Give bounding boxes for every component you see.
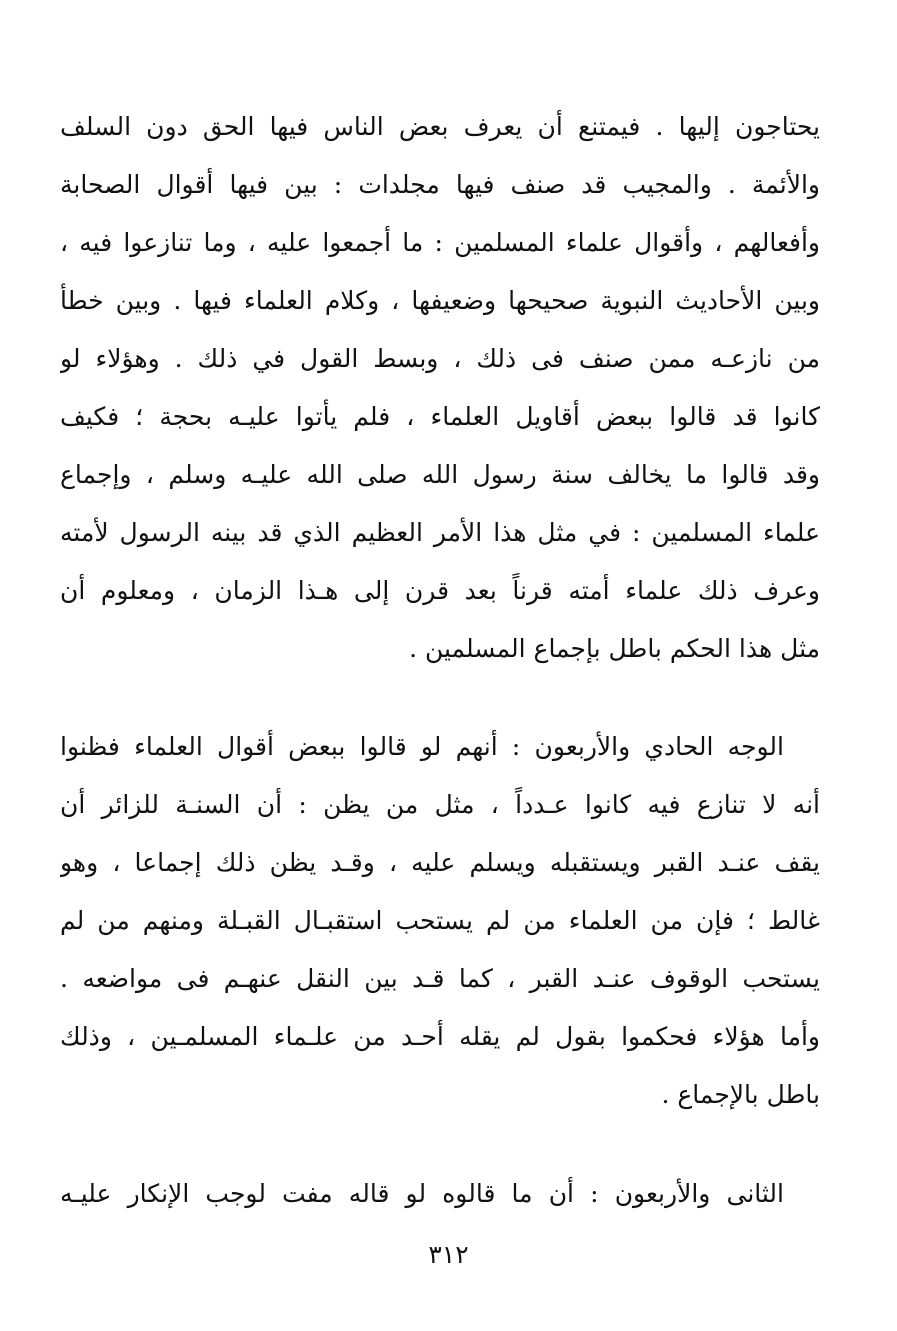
paragraph-2 (60, 718, 820, 1124)
text-line: والأئمة . والمجيب قد صنف فيها مجلدات : بين فيها أقوال الصحابة (60, 170, 820, 199)
text-line: مثل هذا الحكم باطل بإجماع المسلمين . (409, 634, 820, 663)
text-line: أنه لا تنازع فيه كانوا عـدداً ، مثل من يظن : أن السنـة للزائر أن (60, 790, 820, 819)
page-number: ٣١٢ (428, 1240, 469, 1269)
paragraph-3 (60, 1165, 820, 1223)
text-line: كانوا قد قالوا ببعض أقاويل العلماء ، فلم يأتوا عليـه بحجة ؛ فكيف (60, 402, 820, 431)
text-line: غالط ؛ فإن من العلماء من لم يستحب استقبـال القبـلة ومنهم من لم (60, 906, 820, 935)
text-line: وأفعالهم ، وأقوال علماء المسلمين : ما أجمعوا عليه ، وما تنازعوا فيه ، (60, 228, 820, 257)
text-line: يحتاجون إليها . فيمتنع أن يعرف بعض الناس فيها الحق دون السلف (60, 112, 820, 141)
text-line: وأما هؤلاء فحكموا بقول لم يقله أحـد من علـماء المسلمـين ، وذلك (60, 1022, 820, 1051)
text-line: الوجه الحادي والأربعون : أنهم لو قالوا ببعض أقوال العلماء فظنوا (60, 732, 784, 761)
text-line: من نازعـه ممن صنف فى ذلك ، وبسط القول في ذلك . وهؤلاء لو (60, 344, 820, 373)
text-line: باطل بالإجماع . (661, 1080, 820, 1109)
text-line: علماء المسلمين : في مثل هذا الأمر العظيم الذي قد بينه الرسول لأمته (60, 518, 820, 547)
text-line: وبين الأحاديث النبوية صحيحها وضعيفها ، وكلام العلماء فيها . وبين خطأ (60, 286, 820, 315)
text-line: وقد قالوا ما يخالف سنة رسول الله صلى الله عليـه وسلم ، وإجماع (60, 460, 820, 489)
text-line: يستحب الوقوف عنـد القبر ، كما قـد بين النقل عنهـم فى مواضعه . (60, 964, 820, 993)
text-line: وعرف ذلك علماء أمته قرناً بعد قرن إلى هـذا الزمان ، ومعلوم أن (60, 576, 820, 605)
paragraph-1 (60, 98, 820, 678)
text-line: يقف عنـد القبر ويستقبله ويسلم عليه ، وقـد يظن ذلك إجماعا ، وهو (60, 848, 820, 877)
text-line: الثانى والأربعون : أن ما قالوه لو قاله مفت لوجب الإنكار عليـه (60, 1179, 784, 1208)
